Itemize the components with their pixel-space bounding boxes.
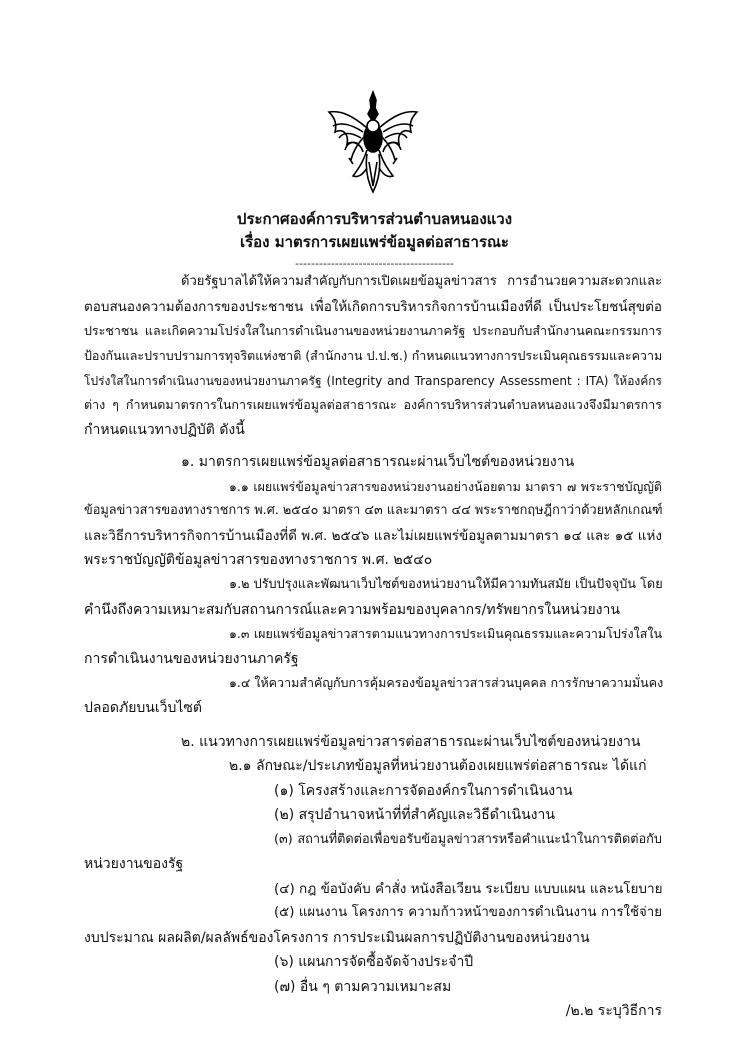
intro-line: กำหนดแนวทางปฏิบัติ ดังนี้ bbox=[84, 422, 245, 438]
section2-item: (๔) กฎ ข้อบังคับ คำสั่ง หนังสือเวียน ระเบียบ แบบแผน และนโยบาย bbox=[274, 881, 663, 897]
section2-item: (๒) สรุปอำนาจหน้าที่ที่สำคัญและวิธีดำเนินงาน bbox=[274, 807, 555, 823]
title-divider: ---------------------------------------- bbox=[295, 257, 454, 270]
continuation-note: /๒.๒ ระบุวิธีการ bbox=[565, 1003, 662, 1019]
section1-line: ๑.๒ ปรับปรุงและพัฒนาเว็บไซต์ของหน่วยงานให้มีความทันสมัย เป็นปัจจุบัน โดย bbox=[229, 577, 663, 592]
section2-item: (๗) อื่น ๆ ตามความเหมาะสม bbox=[274, 979, 452, 995]
section1-line: ข้อมูลข่าวสารของทางราชการ พ.ศ. ๒๕๔๐ มาตรา ๔๓ และมาตรา ๔๔ พระราชกฤษฎีกาว่าด้วยหลักเกณฑ์ bbox=[84, 503, 663, 518]
section2-subheading: ๒.๑ ลักษณะ/ประเภทข้อมูลที่หน่วยงานต้องเผยแพร่ต่อสาธารณะ ได้แก่ bbox=[229, 758, 647, 774]
section2-item: (๑) โครงสร้างและการจัดองค์กรในการดำเนินงาน bbox=[274, 783, 573, 799]
announcement-subject: เรื่อง มาตรการเผยแพร่ข้อมูลต่อสาธารณะ bbox=[239, 233, 509, 251]
section1-line: การดำเนินงานของหน่วยงานภาครัฐ bbox=[84, 651, 299, 667]
intro-line: ประชาชน และเกิดความโปร่งใสในการดำเนินงานของหน่วยงานภาครัฐ ประกอบกับสำนักงานคณะกรรมการ bbox=[84, 323, 662, 338]
section1-line: พระราชบัญญัติข้อมูลข่าวสารของทางราชการ พ.ศ. ๒๕๔๐ bbox=[84, 552, 433, 568]
garuda-emblem-icon bbox=[323, 88, 423, 198]
section1-line: ๑.๑ เผยแพร่ข้อมูลข่าวสารของหน่วยงานอย่างน้อยตาม มาตรา ๗ พระราชบัญญัติ bbox=[229, 479, 662, 494]
section2-heading: ๒. แนวทางการเผยแพร่ข้อมูลข่าวสารต่อสาธารณะผ่านเว็บไซต์ของหน่วยงาน bbox=[181, 734, 641, 750]
intro-line: ป้องกันและปราบปรามการทุจริตแห่งชาติ (สำนักงาน ป.ป.ช.) กำหนดแนวทางการประเมินคุณธรรมและความ bbox=[84, 348, 663, 363]
section1-line: ๑.๔ ให้ความสำคัญกับการคุ้มครองข้อมูลข่าวสารส่วนบุคคล การรักษาความมั่นคง bbox=[229, 675, 664, 690]
intro-line: ต่าง ๆ กำหนดมาตรการในการเผยแพร่ข้อมูลต่อสาธารณะ องค์การบริหารส่วนตำบลหนองแวงจึงมีมาตรการ bbox=[84, 397, 662, 412]
section2-item: (๕) แผนงาน โครงการ ความก้าวหน้าของการดำเนินงาน การใช้จ่าย bbox=[274, 905, 662, 920]
announcement-title: ประกาศองค์การบริหารส่วนตำบลหนองแวง bbox=[236, 210, 513, 228]
intro-line: โปร่งใสในการดำเนินงานของหน่วยงานภาครัฐ (Integrity and Transparency Assessment : ITA) ให้องค์กร bbox=[84, 374, 662, 388]
intro-line: ตอบสนองความต้องการของประชาชน เพื่อให้เกิดการบริหารกิจการบ้านเมืองที่ดี เป็นประโยชน์สุขต่อ bbox=[84, 299, 662, 315]
section1-line: ๑.๓ เผยแพร่ข้อมูลข่าวสารตามแนวทางการประเมินคุณธรรมและความโปร่งใสใน bbox=[229, 626, 662, 641]
section2-item: หน่วยงานของรัฐ bbox=[84, 856, 184, 872]
section1-line: คำนึงถึงความเหมาะสมกับสถานการณ์และความพร้อมของบุคลากร/ทรัพยากรในหน่วยงาน bbox=[84, 602, 620, 618]
section1-line: และวิธีการบริหารกิจการบ้านเมืองที่ดี พ.ศ. ๒๕๔๖ และไม่เผยแพร่ข้อมูลตามมาตรา ๑๔ และ ๑๕ แห่ง bbox=[84, 528, 662, 544]
section2-item: (๖) แผนการจัดซื้อจัดจ้างประจำปี bbox=[274, 954, 474, 970]
intro-line: ด้วยรัฐบาลได้ให้ความสำคัญกับการเปิดเผยข้อมูลข่าวสาร การอำนวยความสะดวกและ bbox=[181, 274, 662, 289]
section1-line: ปลอดภัยบนเว็บไซต์ bbox=[84, 700, 203, 716]
section1-heading: ๑. มาตรการเผยแพร่ข้อมูลต่อสาธารณะผ่านเว็บไซต์ของหน่วยงาน bbox=[181, 454, 575, 470]
section2-item: งบประมาณ ผลผลิต/ผลลัพธ์ของโครงการ การประเมินผลการปฏิบัติงานของหน่วยงาน bbox=[84, 930, 590, 946]
section2-item: (๓) สถานที่ติดต่อเพื่อขอรับข้อมูลข่าวสารหรือคำแนะนำในการติดต่อกับ bbox=[274, 832, 662, 847]
